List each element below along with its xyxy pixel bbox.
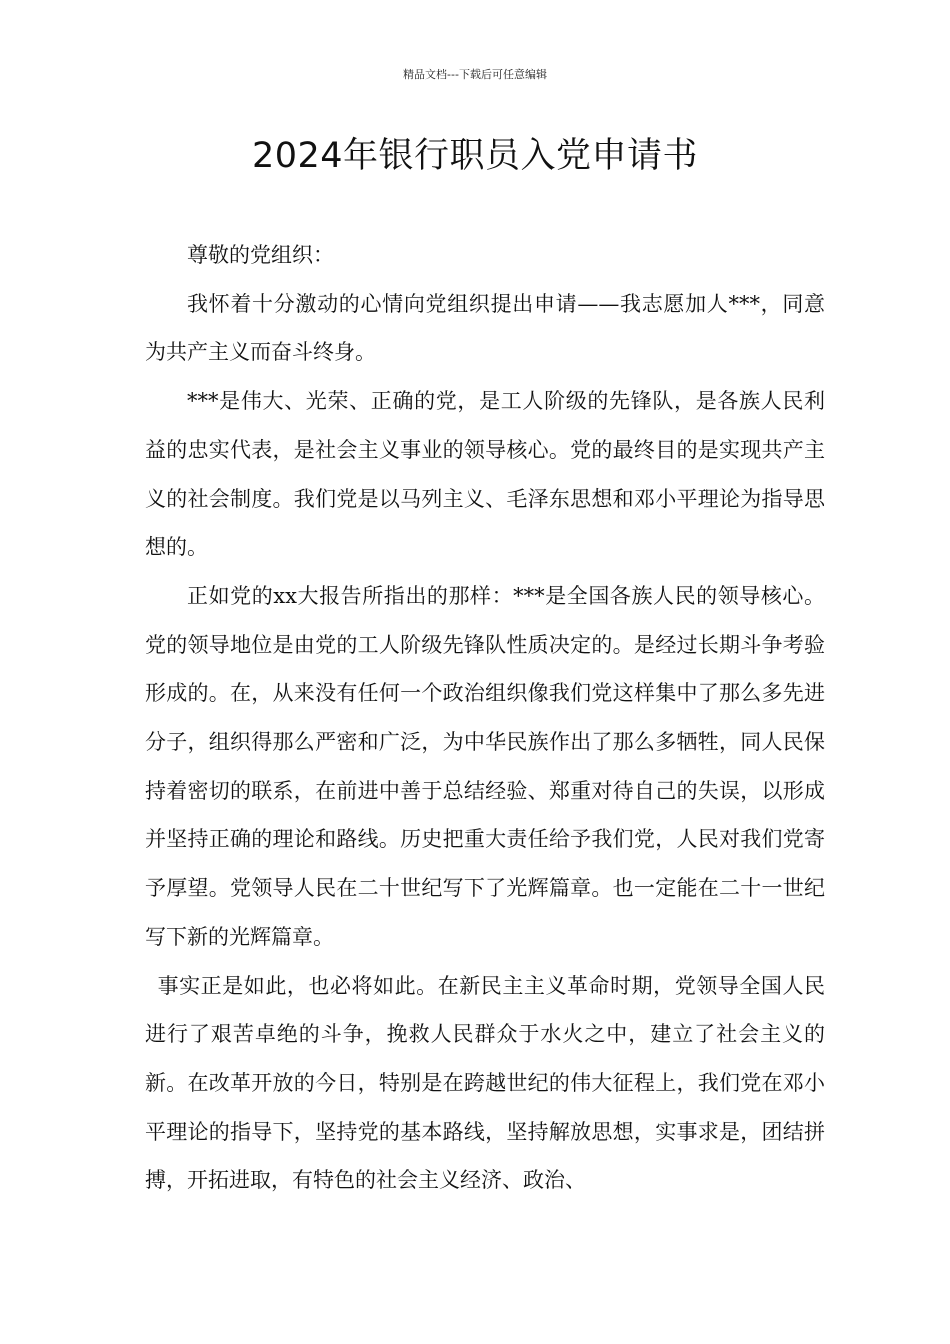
header-note: 精品文档---下载后可任意编辑 — [403, 68, 547, 81]
document-title: 2024年银行职员入党申请书 — [251, 136, 699, 176]
paragraph-leadership: 正如党的xx大报告所指出的那样：***是全国各族人民的领导核心。党的领导地位是由党的工人阶级先锋队性质决定的。是经过长期斗争考验形成的。在，从来没有任何一个政治组织像我们党这样集中了那么多先进分子，组织得那么严密和广泛，为中华民族作出了那么多牺牲，同人民保持着密切的联系，在前进中善于总结经验、郑重对待自己的失误，以形成并坚持正确的理论和路线。历史把重大责任给予我们党，人民对我们党寄予厚望。党领导人民在二十世纪写下了光辉篇章。也一定能在二十一世纪写下新的光辉篇章。 — [145, 583, 825, 949]
paragraph-party-nature: ***是伟大、光荣、正确的党，是工人阶级的先锋队，是各族人民利益的忠实代表，是社会主义事业的领导核心。党的最终目的是实现共产主义的社会制度。我们党是以马列主义、毛泽东思想和邓小平理论为指导思想的。 — [145, 389, 825, 560]
document-body — [145, 231, 825, 1205]
paragraph-intent: 我怀着十分激动的心情向党组织提出申请——我志愿加人***，同意为共产主义而奋斗终身。 — [145, 291, 825, 365]
salutation: 尊敬的党组织： — [187, 243, 334, 267]
paragraph-history: 事实正是如此，也必将如此。在新民主主义革命时期，党领导全国人民进行了艰苦卓绝的斗争，挽救人民群众于水火之中，建立了社会主义的新。在改革开放的今日，特别是在跨越世纪的伟大征程上，我们党在邓小平理论的指导下，坚持党的基本路线，坚持解放思想，实事求是，团结拼搏，开拓进取，有特色的社会主义经济、政治、 — [145, 973, 825, 1193]
